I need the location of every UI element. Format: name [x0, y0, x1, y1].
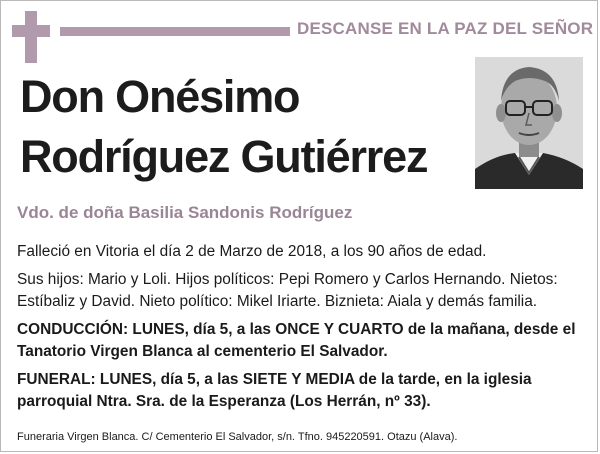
deceased-name-line2: Rodríguez Gutiérrez [20, 131, 428, 182]
header-motto: DESCANSE EN LA PAZ DEL SEÑOR [297, 19, 594, 38]
funeral-notice: FUNERAL: LUNES, día 5, a las SIETE Y MEDIA de la tarde, en la iglesia parroquial Ntra. Sra. de la Esperanza (Los Herrán, nº 33). [17, 371, 532, 410]
deceased-name [20, 67, 427, 187]
conduccion-notice: CONDUCCIÓN: LUNES, día 5, a las ONCE Y CUARTO de la mañana, desde el Tanatorio Virgen Blanca al cementerio El Salvador. [17, 321, 576, 360]
portrait-image [475, 57, 583, 189]
portrait-photo [475, 57, 583, 189]
header-divider [60, 27, 290, 36]
cross-icon [12, 11, 50, 63]
deceased-name-line1: Don Onésimo [20, 71, 300, 122]
widower-of: Vdo. de doña Basilia Sandonis Rodríguez [17, 203, 353, 222]
family-list: Sus hijos: Mario y Loli. Hijos políticos: Pepi Romero y Carlos Hernando. Nietos: Estíbaliz y David. Nieto político: Mikel Iriarte. Biznieta: Aiala y demás familia. [17, 271, 558, 310]
death-notice: Falleció en Vitoria el día 2 de Marzo de 2018, a los 90 años de edad. [17, 243, 487, 260]
obituary-body [17, 241, 587, 419]
funeral-home-footer: Funeraria Virgen Blanca. C/ Cementerio El Salvador, s/n. Tfno. 945220591. Otazu (Alava). [17, 431, 458, 443]
